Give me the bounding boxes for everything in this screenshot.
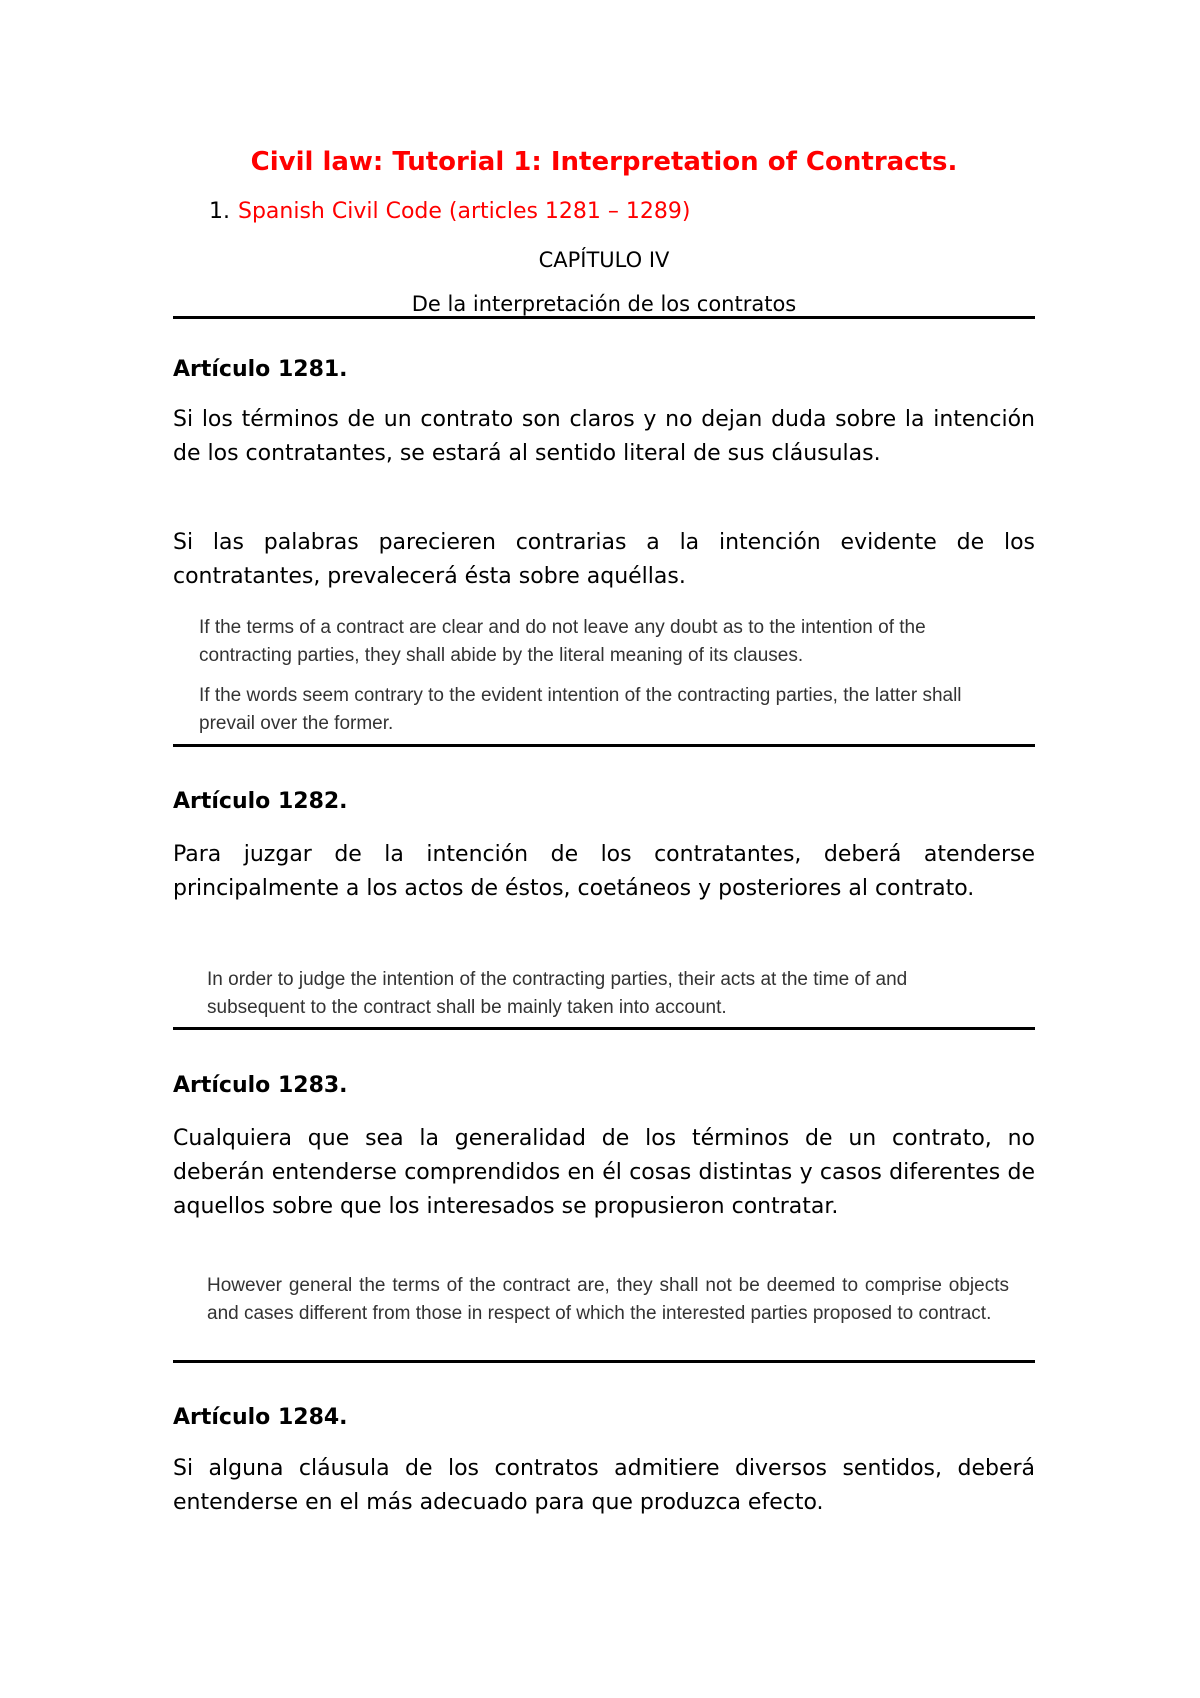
section-heading xyxy=(209,198,690,226)
article-paragraph: Si las palabras parecieren contrarias a la intención evidente de los contratantes, prevalecerá ésta sobre aquéllas. xyxy=(173,530,1035,589)
section-number: 1. xyxy=(209,199,230,224)
article-translation: If the terms of a contract are clear and do not leave any doubt as to the intention of the contracting parties, they shall abide by the literal meaning of its clauses. xyxy=(199,617,926,666)
chapter-divider xyxy=(173,316,1035,319)
article-divider xyxy=(173,1360,1035,1363)
article-heading: Artículo 1281. xyxy=(173,357,348,382)
article-heading: Artículo 1283. xyxy=(173,1073,348,1098)
article-heading: Artículo 1284. xyxy=(173,1405,348,1430)
article-paragraph: Para juzgar de la intención de los contratantes, deberá atenderse principalmente a los actos de éstos, coetáneos y posteriores al contrato. xyxy=(173,842,1035,901)
article-heading: Artículo 1282. xyxy=(173,789,348,814)
article-paragraph: Cualquiera que sea la generalidad de los términos de un contrato, no deberán entenderse comprendidos en él cosas distintas y casos diferentes de aquellos sobre que los interesados se propusieron contratar. xyxy=(173,1126,1035,1219)
article-paragraph: Si alguna cláusula de los contratos admitiere diversos sentidos, deberá entenderse en el más adecuado para que produzca efecto. xyxy=(173,1456,1035,1515)
document-title: Civil law: Tutorial 1: Interpretation of Contracts. xyxy=(250,147,958,177)
article-translation: In order to judge the intention of the contracting parties, their acts at the time of and subsequent to the contract shall be mainly taken into account. xyxy=(207,969,908,1018)
article-translation: However general the terms of the contract are, they shall not be deemed to comprise objects and cases different from those in respect of which the interested parties proposed to contract. xyxy=(207,1275,1009,1324)
article-paragraph: Si los términos de un contrato son claros y no dejan duda sobre la intención de los contratantes, se estará al sentido literal de sus cláusulas. xyxy=(173,407,1035,466)
chapter-subtitle: De la interpretación de los contratos xyxy=(411,292,797,316)
article-divider xyxy=(173,1027,1035,1030)
article-divider xyxy=(173,744,1035,747)
section-text: Spanish Civil Code (articles 1281 – 1289) xyxy=(238,199,691,224)
article-translation: If the words seem contrary to the evident intention of the contracting parties, the latter shall prevail over the former. xyxy=(199,685,962,734)
chapter-label: CAPÍTULO IV xyxy=(538,248,670,272)
